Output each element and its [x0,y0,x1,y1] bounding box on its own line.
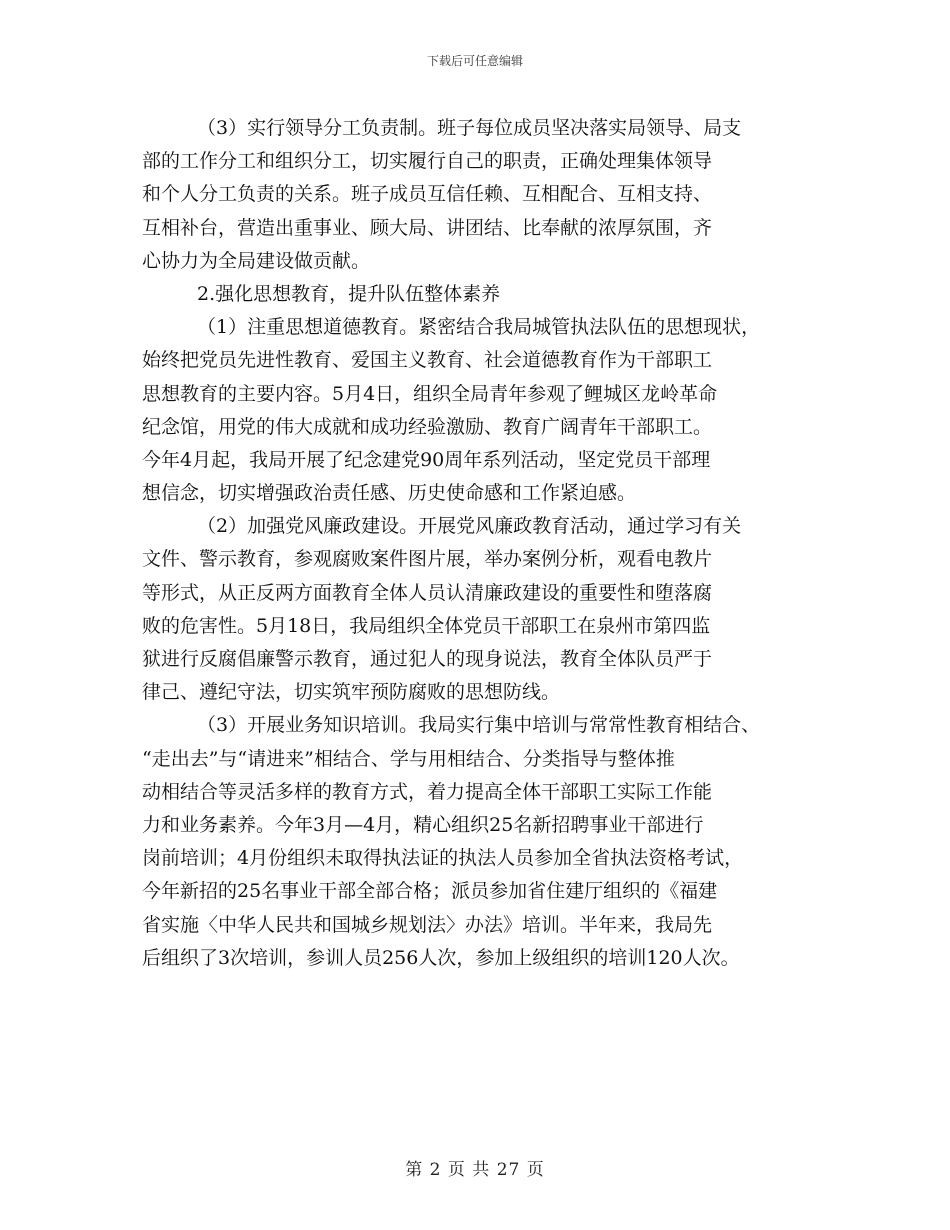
text-line: （3）开展业务知识培训。我局实行集中培训与常常性教育相结合、 [197,714,761,737]
text-line: 2.强化思想教育，提升队伍整体素养 [197,282,501,305]
text-line: 败的危害性。5月18日，我局组织全体党员干部职工在泉州市第四监 [142,614,711,637]
text-line: 思想教育的主要内容。5月4日，组织全局青年参观了鲤城区龙岭革命 [142,382,718,405]
text-line: 部的工作分工和组织分工，切实履行自己的职责，正确处理集体领导 [142,150,713,173]
text-line: 力和业务素养。今年3月—4月，精心组织25名新招聘事业干部进行 [142,813,704,836]
text-line: 今年新招的25名事业干部全部合格；派员参加省住建厅组织的《福建 [142,880,718,903]
page-number-footer: 第 2 页 共 27 页 [405,1160,545,1180]
text-line: （1）注重思想道德教育。紧密结合我局城管执法队伍的思想现状， [197,316,761,339]
text-line: 狱进行反腐倡廉警示教育，通过犯人的现身说法，教育全体队员严于 [142,648,713,670]
text-line: （3）实行领导分工负责制。班子每位成员坚决落实局领导、局支 [197,117,742,139]
text-line: 律己、遵纪守法，切实筑牢预防腐败的思想防线。 [142,681,561,704]
text-line: 岗前培训；4月份组织未取得执法证的执法人员参加全省执法资格考试， [142,847,744,870]
text-line: 纪念馆，用党的伟大成就和成功经验激励、教育广阔青年干部职工。 [142,415,713,438]
text-line: “走出去”与“请进来”相结合、学与用相结合、分类指导与整体推 [142,747,675,770]
text-line: 后组织了3次培训，参训人员256人次，参加上级组织的培训120人次。 [142,946,740,969]
text-line: 始终把党员先进性教育、爱国主义教育、社会道德教育作为干部职工 [142,349,713,372]
text-line: 互相补台，营造出重事业、顾大局、讲团结、比奉献的浓厚氛围，齐 [142,216,713,239]
text-line: 动相结合等灵活多样的教育方式，着力提高全体干部职工实际工作能 [142,780,713,803]
text-line: 和个人分工负责的关系。班子成员互信任赖、互相配合、互相支持、 [142,183,713,206]
text-line: 文件、警示教育，参观腐败案件图片展，举办案例分析，观看电教片 [142,548,713,571]
text-line: （2）加强党风廉政建设。开展党风廉政教育活动，通过学习有关 [197,515,742,538]
document-body [142,112,832,975]
page-header-note: 下载后可任意编辑 [426,54,523,68]
text-line: 心协力为全局建设做贡献。 [142,249,371,272]
text-line: 想信念，切实增强政治责任感、历史使命感和工作紧迫感。 [142,482,637,505]
text-line: 等形式，从正反两方面教育全体人员认清廉政建设的重要性和堕落腐 [142,581,713,604]
text-line: 省实施〈中华人民共和国城乡规划法〉办法》培训。半年来，我局先 [142,913,713,936]
text-line: 今年4月起，我局开展了纪念建党90周年系列活动，坚定党员干部理 [142,448,711,471]
